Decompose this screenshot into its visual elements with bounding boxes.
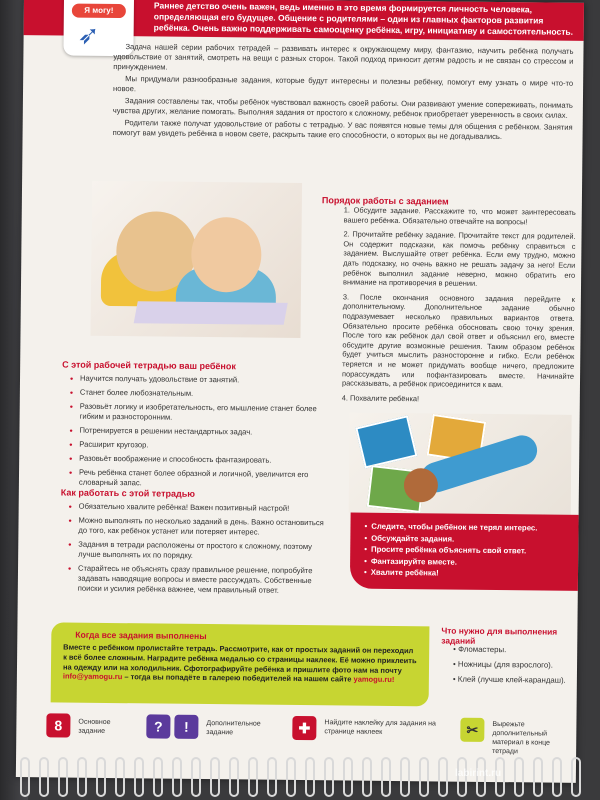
book <box>134 301 288 325</box>
spiral-ring <box>153 757 163 797</box>
done-text-part: Вместе с ребёнком пролистайте тетрадь. Рассмотрите, как от простых заданий он переходил к всё более сложным. Наградите ребёнка медалью со страницы наклеек. Её можно приклеить на одежду или на холодильник. Сфотографируйте ребёнка и пришлите фото нам на почту <box>62 642 417 675</box>
legend-label: Найдите наклейку для задания на странице наклеек <box>324 719 436 736</box>
tip-item: • Обсуждайте задания. <box>364 532 578 546</box>
photo-children-reading <box>90 181 302 338</box>
spiral-ring <box>305 757 315 797</box>
legend-label: Дополнительное задание <box>206 720 261 737</box>
order-list <box>342 205 576 410</box>
material-item: • Фломастеры. <box>453 642 566 658</box>
order-item: 2. Прочитайте ребёнку задание. Прочитайте текст для родителей. Он содержит подсказки, как помочь ребёнку справиться с заданием. Выслушайте ответ ребёнка. Если ему трудно, можно дать подсказку, но очень важно не решать задачу за него! Если ребёнок выполнил задание неверно, можно обратить его внимание на противоречия в решении. <box>343 229 576 288</box>
list-item: • Разовьёт логику и изобретательность, его мышление станет более гибким и разносторонним. <box>68 402 328 425</box>
list-item: • Старайтесь не объяснять сразу правильное решение, попробуйте задавать наводящие вопросы и вместе рассуждать. Собственные поиски и усилия ребёнка важнее, чем правильный ответ. <box>66 564 326 597</box>
spiral-ring <box>381 757 391 797</box>
main-task-icon: 8 <box>46 713 70 737</box>
spiral-ring <box>362 757 372 797</box>
tip-item: • Следите, чтобы ребёнок не терял интерес. <box>364 521 578 535</box>
intro-paragraph: Родители также получат удовольствие от работы с тетрадью. У вас появятся новые темы для общения с ребёнком. Занятия помогут вам увидеть ребёнка в новом свете, раскрыть такие его способности, о которых вы не догадывались. <box>112 118 573 142</box>
spiral-ring <box>39 757 49 797</box>
benefits-list <box>67 374 328 495</box>
spiral-ring <box>77 757 87 797</box>
done-box <box>51 622 430 706</box>
list-item: • Задания в тетради расположены от простого к сложному, поэтому лучше выполнять их по порядку. <box>66 540 326 563</box>
done-text <box>63 643 418 686</box>
list-item: • Речь ребёнка станет более образной и логичной, увеличится его словарный запас. <box>67 468 327 491</box>
intro-paragraph: Задача нашей серии рабочих тетрадей – развивать интерес к окружающему миру, фантазию, научить ребёнка получать удовольствие от занятий, смотреть на вещи с разных сторон. Такой подход приносит детям радость и не связан со стрессом и принуждением. <box>113 42 574 72</box>
legend-label: Вырежьте дополнительный материал в конце тетради <box>492 721 550 756</box>
logo-label: Я могу! <box>72 4 126 19</box>
photo-child-on-floor <box>349 413 572 515</box>
spiral-ring <box>115 757 125 797</box>
list-item: • Потренируется в решении нестандартных задач. <box>67 426 327 439</box>
material-item: • Ножницы (для взрослого). <box>453 657 566 673</box>
tips-box <box>350 513 579 591</box>
spiral-ring <box>514 757 524 797</box>
workbook-page <box>16 0 584 783</box>
list-item: • Обязательно хвалите ребёнка! Важен позитивный настрой! <box>67 502 327 515</box>
spiral-ring <box>191 757 201 797</box>
exclamation-icon: ! <box>174 715 198 739</box>
spiral-ring <box>134 757 144 797</box>
spiral-ring <box>438 757 448 797</box>
scissors-icon: ✂ <box>460 718 484 742</box>
spiral-ring <box>58 757 68 797</box>
tip-item: • Хвалите ребёнка! <box>364 567 578 581</box>
spiral-ring <box>248 757 258 797</box>
materials-title: Что нужно для выполнения заданий <box>441 625 558 646</box>
order-item: 1. Обсудите задание. Расскажите то, что может заинтересовать вашего ребёнка. Обязательно отвечайте на вопросы! <box>343 205 576 226</box>
spiral-ring <box>419 757 429 797</box>
spiral-ring <box>343 757 353 797</box>
spiral-binding <box>20 757 590 800</box>
spiral-ring <box>324 757 334 797</box>
intro-paragraph: Задания составлены так, чтобы ребёнок чувствовал важность своей работы. Они развивают умение сопереживать, понимать чувства других, желание помогать. Выполняя задания от простого к сложному, ребёнок приобретает уверенность в своих силах. <box>112 96 573 120</box>
done-title: Когда все задания выполнены <box>75 629 207 642</box>
intro-paragraph: Мы придумали разнообразные задания, которые будут интересны и полезны ребёнку, помогут ему узнать о мире что-то новое. <box>113 74 574 94</box>
order-item: 3. После окончания основного задания перейдите к дополнительному. Дополнительное задание обычно подразумевает несколько правильных вариантов ответа. Обязательно просите ребёнка обосновать свою точку зрения. После того как ребёнок дал свой ответ и объяснил его, вместе обсудите другие возможные решения. Таким образом ребёнок будет учиться мыслить разносторонне и гибко. Если ребёнок теряется и не может придумать вообще ничего, предложите порассуждать или пофантазировать вместе. Начинайте рассказывать, а ребёнок присоединится к вам. <box>341 292 575 390</box>
list-item: • Можно выполнять по несколько заданий в день. Важно остановиться до того, как ребёнок устанет или потеряет интерес. <box>66 516 326 539</box>
question-icon: ? <box>146 714 170 738</box>
benefits-title: С этой рабочей тетрадью ваш ребёнок <box>62 359 236 372</box>
spiral-ring <box>172 757 182 797</box>
watermark: labirint.ru <box>455 768 502 779</box>
spiral-ring <box>400 757 410 797</box>
list-item: • Разовьёт воображение и способность фантазировать. <box>67 454 327 467</box>
child-head <box>404 468 438 502</box>
howto-title: Как работать с этой тетрадью <box>60 487 195 499</box>
spiral-ring <box>229 757 239 797</box>
header-text: Раннее детство очень важен, ведь именно в это время формируется личность человека, определяющая его будущее. Общение с родителями – один из главных факторов развития ребёнка. Очень важно поддерживать самооценку ребёнка, игру, инициативу и самостоятельность. <box>153 0 574 37</box>
spiral-ring <box>96 757 106 797</box>
spiral-ring <box>571 757 581 797</box>
spiral-ring <box>552 757 562 797</box>
intro-text <box>113 42 574 145</box>
materials-list <box>453 642 566 688</box>
order-item: 4. Похвалите ребёнка! <box>341 393 420 403</box>
howto-list <box>66 502 327 601</box>
tip-item: • Фантазируйте вместе. <box>364 555 578 569</box>
spiral-ring <box>20 757 30 797</box>
spiral-ring <box>210 757 220 797</box>
order-title: Порядок работы с заданием <box>321 195 449 207</box>
legend <box>46 711 566 756</box>
legend-label: Основное задание <box>78 718 111 735</box>
material-item: • Клей (лучше клей-карандаш). <box>453 672 566 688</box>
tip-item: • Просите ребёнка объяснять свой ответ. <box>364 544 578 558</box>
done-text-part: – тогда вы попадёте в галерею победителей на нашем сайте <box>122 672 354 684</box>
list-item: • Расширит кругозор. <box>67 440 327 453</box>
spiral-ring <box>267 757 277 797</box>
tips-list <box>350 513 579 581</box>
rocket-icon: ➶ <box>77 19 100 50</box>
list-item: • Станет более любознательным. <box>68 388 328 401</box>
spiral-ring <box>533 757 543 797</box>
spiral-ring <box>286 757 296 797</box>
sticker-icon: ✚ <box>292 716 316 740</box>
site-link[interactable]: yamogu.ru! <box>353 674 395 685</box>
picture-card <box>355 415 417 468</box>
list-item: • Научится получать удовольствие от занятий. <box>68 374 328 387</box>
email-link[interactable]: info@yamogu.ru <box>62 671 123 682</box>
